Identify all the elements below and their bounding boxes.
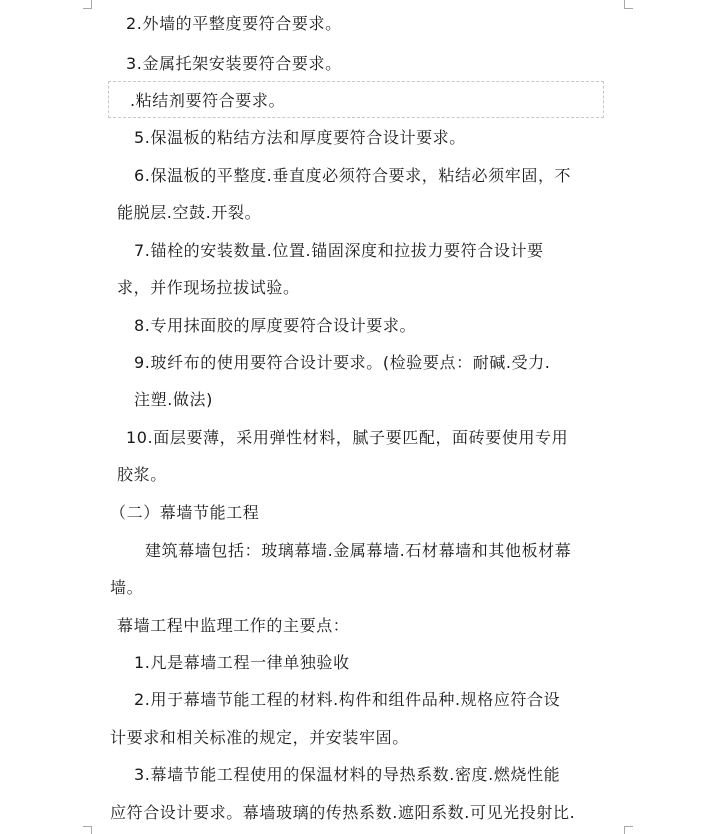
paragraph-line: 胶浆。 <box>117 465 167 484</box>
crop-mark-bottom-right-horizontal <box>624 826 633 827</box>
paragraph-line: 7.锚栓的安装数量.位置.锚固深度和拉拔力要符合设计要 <box>134 241 544 260</box>
paragraph-line: 10.面层要薄，采用弹性材料，腻子要匹配，面砖要使用专用 <box>126 428 569 447</box>
paragraph-line: 幕墙工程中监理工作的主要点： <box>117 616 350 635</box>
crop-mark-top-right-horizontal <box>624 8 633 9</box>
paragraph-line: 6.保温板的平整度.垂直度必须符合要求，粘结必须牢固，不 <box>134 166 572 185</box>
paragraph-line: .粘结剂要符合要求。 <box>130 91 286 110</box>
paragraph-line: 计要求和相关标准的规定，并安装牢固。 <box>110 728 409 747</box>
paragraph-line: 应符合设计要求。幕墙玻璃的传热系数.遮阳系数.可见光投射比. <box>110 803 576 822</box>
paragraph-line: 2.外墙的平整度要符合要求。 <box>126 14 342 33</box>
section-heading: （二）幕墙节能工程 <box>110 503 260 522</box>
paragraph-line: 3.金属托架安装要符合要求。 <box>126 54 342 73</box>
paragraph-line: 1.凡是幕墙工程一律单独验收 <box>134 653 350 672</box>
crop-mark-bottom-left-vertical <box>91 826 92 834</box>
crop-mark-top-left-horizontal <box>83 8 92 9</box>
paragraph-line: 求，并作现场拉拔试验。 <box>117 278 300 297</box>
crop-mark-top-right-vertical <box>624 0 625 8</box>
paragraph-line: 注塑.做法) <box>134 390 213 409</box>
paragraph-line: 5.保温板的粘结方法和厚度要符合设计要求。 <box>134 128 466 147</box>
paragraph-line: 墙。 <box>110 578 144 597</box>
paragraph-line: 能脱层.空鼓.开裂。 <box>117 203 262 222</box>
crop-mark-bottom-right-vertical <box>624 826 625 834</box>
paragraph-line: 8.专用抹面胶的厚度要符合设计要求。 <box>134 316 417 335</box>
paragraph-line: 建筑幕墙包括：玻璃幕墙.金属幕墙.石材幕墙和其他板材幕 <box>145 541 572 560</box>
crop-mark-top-left-vertical <box>91 0 92 8</box>
paragraph-line: 9.玻纤布的使用要符合设计要求。(检验要点：耐碱.受力. <box>134 353 551 372</box>
paragraph-line: 3.幕墙节能工程使用的保温材料的导热系数.密度.燃烧性能 <box>134 765 561 784</box>
paragraph-line: 2.用于幕墙节能工程的材料.构件和组件品种.规格应符合设 <box>134 690 561 709</box>
